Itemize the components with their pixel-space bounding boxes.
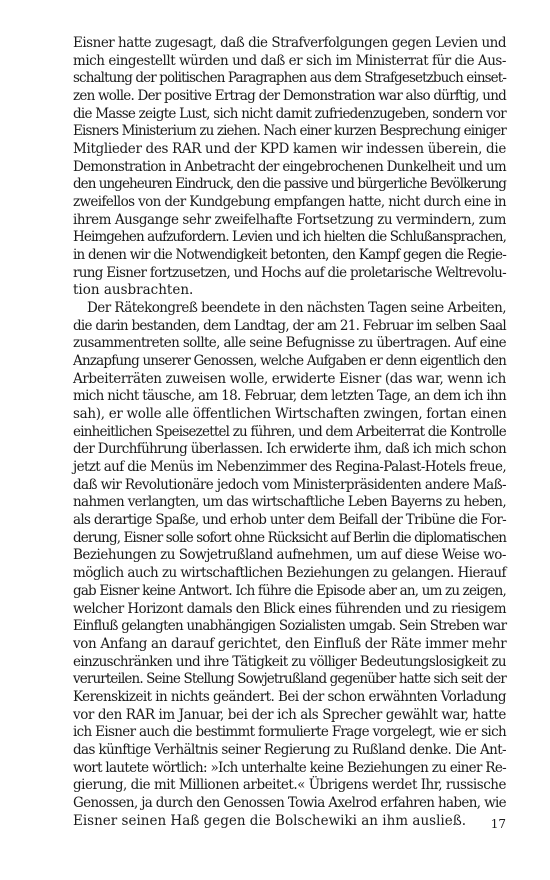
text-line: von Anfang an darauf gerichtet, den Einfluß der Räte immer mehr <box>73 635 507 652</box>
text-line: Mitglieder des RAR und der KPD kamen wir indessen überein, die <box>73 141 506 158</box>
text-line: Arbeiterräten zuweisen wolle, erwiderte Eisner (das war, wenn ich <box>73 370 506 387</box>
text-line: zen wolle. Der positive Ertrag der Demonstration war also dürftig, und <box>73 88 506 105</box>
text-line: zweifellos von der Kundgebung empfangen hatte, nicht durch eine in <box>73 194 506 211</box>
paragraph-1 <box>73 35 506 300</box>
text-line: Eisner hatte zugesagt, daß die Strafverfolgungen gegen Levien und <box>73 35 506 51</box>
text-line: in denen wir die Notwendigkeit betonten, den Kampf gegen die Regie- <box>73 247 506 264</box>
text-line: verurteilen. Seine Stellung Sowjetrußland gegenüber hatte sich seit der <box>73 671 506 688</box>
text-line: Anzapfung unserer Genossen, welche Aufgaben er denn eigentlich den <box>73 353 506 370</box>
text-line: welcher Horizont damals den Blick eines führenden und zu riesigem <box>73 600 506 617</box>
text-line: als derartige Spaße, und erhob unter dem Beifall der Tribüne die For- <box>73 512 506 529</box>
text-line: Einfluß gelangten unabhängigen Sozialisten umgab. Sein Streben war <box>73 618 507 635</box>
text-line: ihrem Ausgange sehr zweifelhafte Fortsetzung zu vermindern, zum <box>73 211 506 228</box>
text-line: Beziehungen zu Sowjetrußland aufnehmen, um auf diese Weise wo- <box>73 547 506 564</box>
text-line: Heimgehen aufzufordern. Levien und ich hielten die Schlußansprachen, <box>73 229 506 246</box>
text-line: jetzt auf die Menüs im Nebenzimmer des Regina-Palast-Hotels freue, <box>73 459 507 476</box>
text-line: einheitlichen Speisezettel zu führen, und dem Arbeiterrat die Kontrolle <box>73 423 506 440</box>
text-line: einzuschränken und ihre Tätigkeit zu völliger Bedeutungslosigkeit zu <box>73 653 506 670</box>
text-line: der Durchführung überlassen. Ich erwiderte ihm, daß ich mich schon <box>73 441 506 458</box>
text-line: das künftige Verhältnis seiner Regierung zu Rußland denke. Die Ant- <box>73 741 506 758</box>
text-line: möglich auch zu wirtschaftlichen Beziehungen zu gelangen. Hierauf <box>73 565 506 582</box>
text-line: Der Rätekongreß beendete in den nächsten Tagen seine Arbeiten, <box>87 300 506 317</box>
text-line: Eisners Ministerium zu ziehen. Nach einer kurzen Besprechung einiger <box>73 123 506 140</box>
text-line: Eisner seinen Haß gegen die Bolschewiki an ihm ausließ. <box>73 812 466 829</box>
text-line: vor den RAR im Januar, bei der ich als Sprecher gewählt war, hatte <box>73 706 507 723</box>
text-line: die darin bestanden, dem Landtag, der am 21. Februar im selben Saal <box>73 317 506 334</box>
text-line: mich nicht täusche, am 18. Februar, dem letzten Tage, an dem ich ihn <box>73 388 506 405</box>
text-line: ich Eisner auch die bestimmt formulierte Frage vorgelegt, wie er sich <box>73 724 506 741</box>
text-line: gab Eisner keine Antwort. Ich führe die Episode aber an, um zu zeigen, <box>73 582 506 599</box>
text-line: zusammentreten sollte, alle seine Befugnisse zu übertragen. Auf eine <box>73 335 506 352</box>
paragraph-2 <box>73 300 506 830</box>
text-line: gierung, die mit Millionen arbeitet.« Übrigens werdet Ihr, russische <box>73 777 506 794</box>
text-line: schaltung der politischen Paragraphen aus dem Strafgesetzbuch einset- <box>73 70 506 87</box>
text-line: daß wir Revolutionäre jedoch vom Ministerpräsidenten andere Maß- <box>73 476 506 493</box>
text-line: derung, Eisner solle sofort ohne Rücksicht auf Berlin die diplomatischen <box>73 529 506 546</box>
text-line: den ungeheuren Eindruck, den die passive und bürgerliche Bevölkerung <box>73 176 506 193</box>
text-line: wort lautete wörtlich: »Ich unterhalte keine Beziehungen zu einer Re- <box>73 759 506 776</box>
text-line: nahmen verlangten, um das wirtschaftliche Leben Bayerns zu heben, <box>73 494 506 511</box>
text-line: mich eingestellt würden und daß er sich im Ministerrat für die Aus- <box>73 52 506 69</box>
page-body <box>73 35 506 830</box>
text-line: sah), er wolle alle öffentlichen Wirtschaften zwingen, fortan einen <box>73 406 507 423</box>
text-line: rung Eisner fortzusetzen, und Hochs auf die proletarische Weltrevolu- <box>73 264 506 281</box>
text-line: tion ausbrachten. <box>73 282 194 299</box>
text-line: die Masse zeigte Lust, sich nicht damit zufriedenzugeben, sondern vor <box>73 105 506 122</box>
page-number: 17 <box>490 817 506 831</box>
text-line: Demonstration in Anbetracht der eingebrochenen Dunkelheit und um <box>73 158 506 175</box>
text-line: Genossen, ja durch den Genossen Towia Axelrod erfahren haben, wie <box>73 794 506 811</box>
text-line: Kerenskizeit in nichts geändert. Bei der schon erwähnten Vorladung <box>73 688 506 705</box>
